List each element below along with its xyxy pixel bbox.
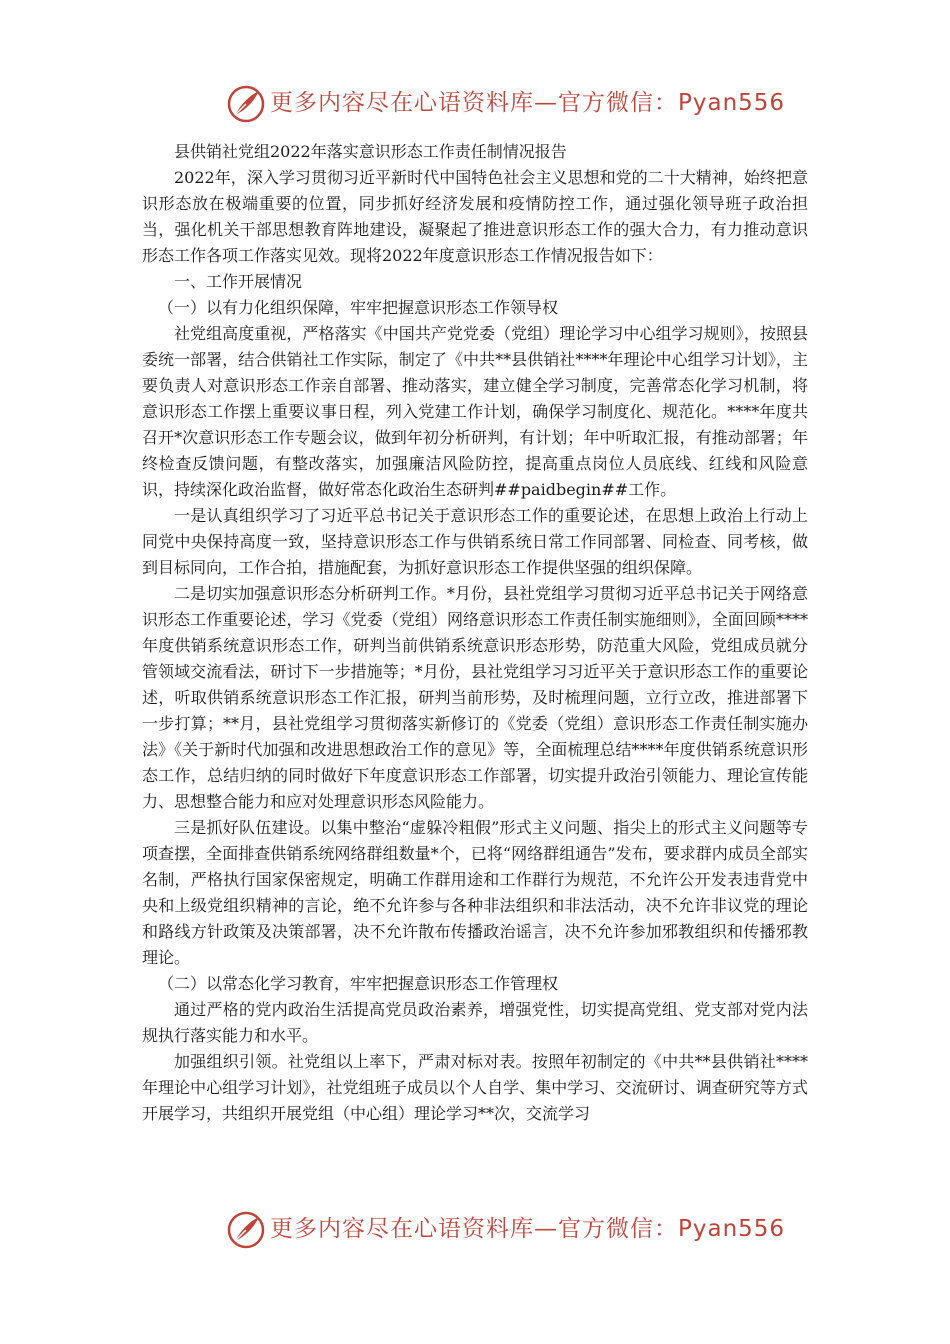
paragraph-first-point: 一是认真组织学习了习近平总书记关于意识形态工作的重要论述，在思想上政治上行动上同党中央保持高度一致，坚持意识形态工作与供销系统日常工作同部署、同检查、同考核，做到目标同向，工作合拍，措施配套，为抓好意识形态工作提供坚强的组织保障。 — [142, 506, 808, 577]
watermark-text: 更多内容尽在心语资料库—官方微信：Pyan556 — [270, 90, 786, 116]
watermark-text: 更多内容尽在心语资料库—官方微信：Pyan556 — [270, 1216, 786, 1242]
document-title: 县供销社党组2022年落实意识形态工作责任制情况报告 — [174, 142, 567, 161]
section-heading-1: 一、工作开展情况 — [174, 272, 303, 291]
paragraph-second-point: 二是切实加强意识形态分析研判工作。*月份，县社党组学习贯彻习近平总书记关于网络意识形态工作重要论述，学习《党委（党组）网络意识形态工作责任制实施细则》，全面回顾****年度供销系统意识形态工作，研判当前供销系统意识形态形势，防范重大风险，党组成员就分管领域交流看法，研讨下一步措施等；*月份，县社党组学习习近平关于意识形态工作的重要论述，听取供销系统意识形态工作汇报，研判当前形势，及时梳理问题，立行立改，推进部署下一步打算；**月，县社党组学习贯彻落实新修订的《党委（党组）意识形态工作责任制实施办法》《关于新时代加强和改进思想政治工作的意见》等，全面梳理总结****年度供销系统意识形态工作，总结归纳的同时做好下年度意识形态工作部署，切实提升政治引领能力、理论宣传能力、思想整合能力和应对处理意识形态风险能力。 — [142, 584, 808, 811]
subsection-heading-1: （一）以有力化组织保障，牢牢把握意识形态工作领导权 — [158, 298, 559, 317]
header-watermark-banner — [0, 82, 950, 126]
footer-watermark-banner — [0, 1208, 950, 1252]
paragraph-political-life: 通过严格的党内政治生活提高党员政治素养，增强党性，切实提高党组、党支部对党内法规执行落实能力和水平。 — [142, 1000, 808, 1045]
paragraph-organization-lead: 加强组织引领。社党组以上率下，严肃对标对表。按照年初制定的《中共**县供销社****年理论中心组学习计划》，社党组班子成员以个人自学、集中学习、交流研讨、调查研究等方式开展学习，共组织开展党组（中心组）理论学习**次，交流学习 — [142, 1052, 808, 1123]
quill-logo-icon — [226, 84, 266, 124]
paragraph-third-point: 三是抓好队伍建设。以集中整治“虚躲冷粗假”形式主义问题、指尖上的形式主义问题等专项查摆，全面排查供销系统网络群组数量*个，已将“网络群组通告”发布，要求群内成员全部实名制，严格执行国家保密规定，明确工作群用途和工作群行为规范，不允许公开发表违背党中央和上级党组织精神的言论，绝不允许参与各种非法组织和非法活动，决不允许非议党的理论和路线方针政策及决策部署，决不允许散布传播政治谣言，决不允许参加邪教组织和传播邪教理论。 — [142, 818, 808, 967]
subsection-heading-2: （二）以常态化学习教育，牢牢把握意识形态工作管理权 — [158, 974, 559, 993]
quill-logo-icon — [226, 1210, 266, 1250]
report-body — [142, 139, 808, 1127]
intro-paragraph: 2022年，深入学习贯彻习近平新时代中国特色社会主义思想和党的二十大精神，始终把意识形态放在极端重要的位置，同步抓好经济发展和疫情防控工作，通过强化领导班子政治担当，强化机关干部思想教育阵地建设，凝聚起了推进意识形态工作的强大合力，有力推动意识形态工作各项工作落实见效。现将2022年度意识形态工作情况报告如下： — [142, 168, 808, 265]
paragraph-organization: 社党组高度重视，严格落实《中国共产党党委（党组）理论学习中心组学习规则》，按照县委统一部署，结合供销社工作实际，制定了《中共**县供销社****年理论中心组学习计划》，主要负责人对意识形态工作亲自部署、推动落实，建立健全学习制度，完善常态化学习机制，将意识形态工作摆上重要议事日程，列入党建工作计划，确保学习制度化、规范化。****年度共召开*次意识形态工作专题会议，做到年初分析研判，有计划；年中听取汇报，有推动部署；年终检查反馈问题，有整改落实，加强廉洁风险防控，提高重点岗位人员底线、红线和风险意识，持续深化政治监督，做好常态化政治生态研判##paidbegin##工作。 — [142, 324, 808, 499]
